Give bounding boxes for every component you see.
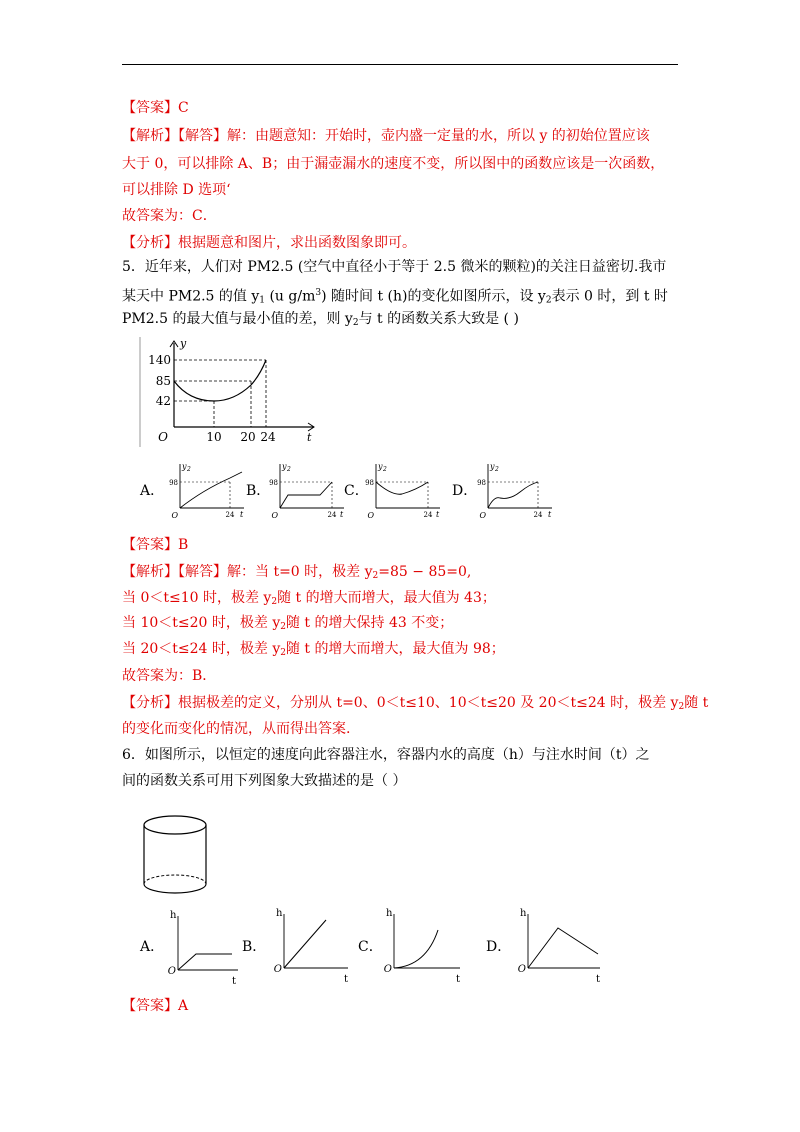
x-label: t xyxy=(596,974,601,984)
y-tick-98: 98 xyxy=(477,479,486,487)
y-label-sub: 2 xyxy=(495,466,499,473)
option-curve xyxy=(394,930,438,968)
q6-cylinder-figure xyxy=(138,814,212,898)
q5-stem-line1: 5．近年来，人们对 PM2.5 (空气中直径小于等于 2.5 微米的颗粒)的关注日益密切.我市 xyxy=(122,259,667,275)
origin-label: O xyxy=(479,511,486,520)
q5-option-d-label: D． xyxy=(452,483,478,499)
y-tick-98: 98 xyxy=(269,479,278,487)
header-rule xyxy=(122,64,678,65)
y-label-sub: 2 xyxy=(287,466,291,473)
q5-analysis-line2: 当 0＜t≤10 时，极差 $y_2$随 t 的增大而增大，最大值为 43； xyxy=(122,590,496,607)
x-tick-24: 24 xyxy=(260,430,276,444)
q5-analysis-line4: 当 20＜t≤24 时，极差 $y_2$随 t 的增大而增大，最大值为 98； xyxy=(122,641,505,658)
q6-stem-line2: 间的函数关系可用下列图象大致描述的是（ ） xyxy=(122,773,407,789)
q6-option-d-graph xyxy=(514,906,604,984)
q6-option-c-graph xyxy=(382,906,464,984)
q6-option-c-label: C． xyxy=(358,939,383,955)
x-tick-24: 24 xyxy=(423,511,433,519)
q6-option-d-label: D． xyxy=(486,939,512,955)
origin-label: O xyxy=(517,964,526,975)
x-tick-24: 24 xyxy=(225,511,235,519)
q5-option-c-graph xyxy=(364,460,444,520)
q5-option-b-label: B． xyxy=(246,483,271,499)
q6-option-b-label: B． xyxy=(242,939,267,955)
option-curve xyxy=(180,472,242,508)
y-label: y xyxy=(378,462,383,471)
x-tick-24: 24 xyxy=(533,511,543,519)
option-curve xyxy=(376,482,428,494)
q6-option-b-graph xyxy=(272,906,352,984)
x-label: t xyxy=(456,974,461,984)
q5-note-line1: 【分析】根据极差的定义，分别从 t=0、0＜t≤10、10＜t≤20 及 20＜t≤24 时，极差 $y_2$随 t xyxy=(122,695,709,712)
origin-label: O xyxy=(271,511,278,520)
q5-analysis-line3: 当 10＜t≤20 时，极差 $y_2$随 t 的增大保持 43 不变； xyxy=(122,615,454,632)
q5-analysis-line1: 【解析】【解答】解：当 t=0 时，极差 $y_2=85 - 85=0$, xyxy=(122,564,472,581)
y-label: h xyxy=(170,910,177,921)
q5-note-line2: 的变化而变化的情况，从而得出答案. xyxy=(122,721,351,737)
option-curve xyxy=(488,482,538,508)
q4-answer: 【答案】C xyxy=(122,100,189,116)
y-label-sub: 2 xyxy=(383,466,387,473)
q6-option-a-label: A． xyxy=(140,939,165,955)
pm25-curve xyxy=(174,360,266,401)
q5-answer: 【答案】B xyxy=(122,537,189,553)
cylinder-bottom-back xyxy=(144,875,206,884)
option-curve xyxy=(528,928,598,968)
y-label: y xyxy=(182,462,187,471)
y-label: y xyxy=(180,337,187,350)
q5-option-a-label: A． xyxy=(140,483,165,499)
y-tick-85: 85 xyxy=(155,374,171,388)
q5-stem-line2: 某天中 PM2.5 的值 $y_1$ (u $g/m^3$) 随时间 t (h)的变化如图所示，设 $y_2$表示 0 时，到 t 时 xyxy=(122,288,668,306)
x-tick-10: 10 xyxy=(206,430,222,444)
y-tick-98: 98 xyxy=(365,479,374,487)
q5-stem-line3: PM2.5 的最大值与最小值的差，则 $y_2$与 t 的函数关系大致是 ( ) xyxy=(122,311,519,328)
origin-label: O xyxy=(367,511,374,520)
cylinder-top xyxy=(144,816,206,834)
y-label: y xyxy=(282,462,287,471)
x-tick-20: 20 xyxy=(240,430,256,444)
q4-conclusion: 故答案为：C． xyxy=(122,208,217,224)
q6-answer: 【答案】A xyxy=(122,998,189,1014)
y-label: h xyxy=(386,908,393,919)
q5-main-graph xyxy=(134,335,320,447)
y-label: y xyxy=(490,462,495,471)
origin-label: O xyxy=(171,511,178,520)
x-label: t xyxy=(344,974,349,984)
origin-label: O xyxy=(167,966,176,977)
q6-stem-line1: 6．如图所示，以恒定的速度向此容器注水，容器内水的高度（h）与注水时间（t）之 xyxy=(122,747,650,763)
q4-analysis-line1: 【解析】【解答】解：由题意知：开始时，壶内盛一定量的水，所以 y 的初始位置应该 xyxy=(122,128,650,144)
cylinder-bottom-front xyxy=(144,884,206,893)
x-tick-24: 24 xyxy=(327,511,337,519)
y-tick-42: 42 xyxy=(155,394,171,408)
q4-analysis-line3: 可以排除 D 选项‘ xyxy=(122,182,231,198)
q4-analysis-line2: 大于 0，可以排除 A、B；由于漏壶漏水的速度不变，所以图中的函数应该是一次函数， xyxy=(122,156,665,172)
q5-option-d-graph xyxy=(476,460,556,520)
option-curve xyxy=(178,954,232,970)
x-label: t xyxy=(548,510,552,519)
q5-option-c-label: C． xyxy=(344,483,369,499)
option-curve xyxy=(280,482,332,508)
x-label: t xyxy=(340,510,344,519)
q4-note: 【分析】根据题意和图片，求出函数图象即可。 xyxy=(122,235,416,251)
q5-option-a-graph xyxy=(168,460,248,520)
y-label-sub: 2 xyxy=(187,466,191,473)
option-curve xyxy=(284,920,326,968)
x-label: t xyxy=(307,431,312,444)
origin-label: O xyxy=(158,430,168,444)
origin-label: O xyxy=(273,964,282,975)
y-tick-98: 98 xyxy=(169,479,178,487)
q5-conclusion: 故答案为：B． xyxy=(122,668,217,684)
y-tick-140: 140 xyxy=(148,353,171,367)
x-label: t xyxy=(436,510,440,519)
q6-option-a-graph xyxy=(166,908,242,986)
origin-label: O xyxy=(383,964,392,975)
x-label: t xyxy=(240,510,244,519)
y-label: h xyxy=(520,908,527,919)
q5-option-b-graph xyxy=(268,460,348,520)
x-label: t xyxy=(232,976,237,986)
y-label: h xyxy=(276,908,283,919)
